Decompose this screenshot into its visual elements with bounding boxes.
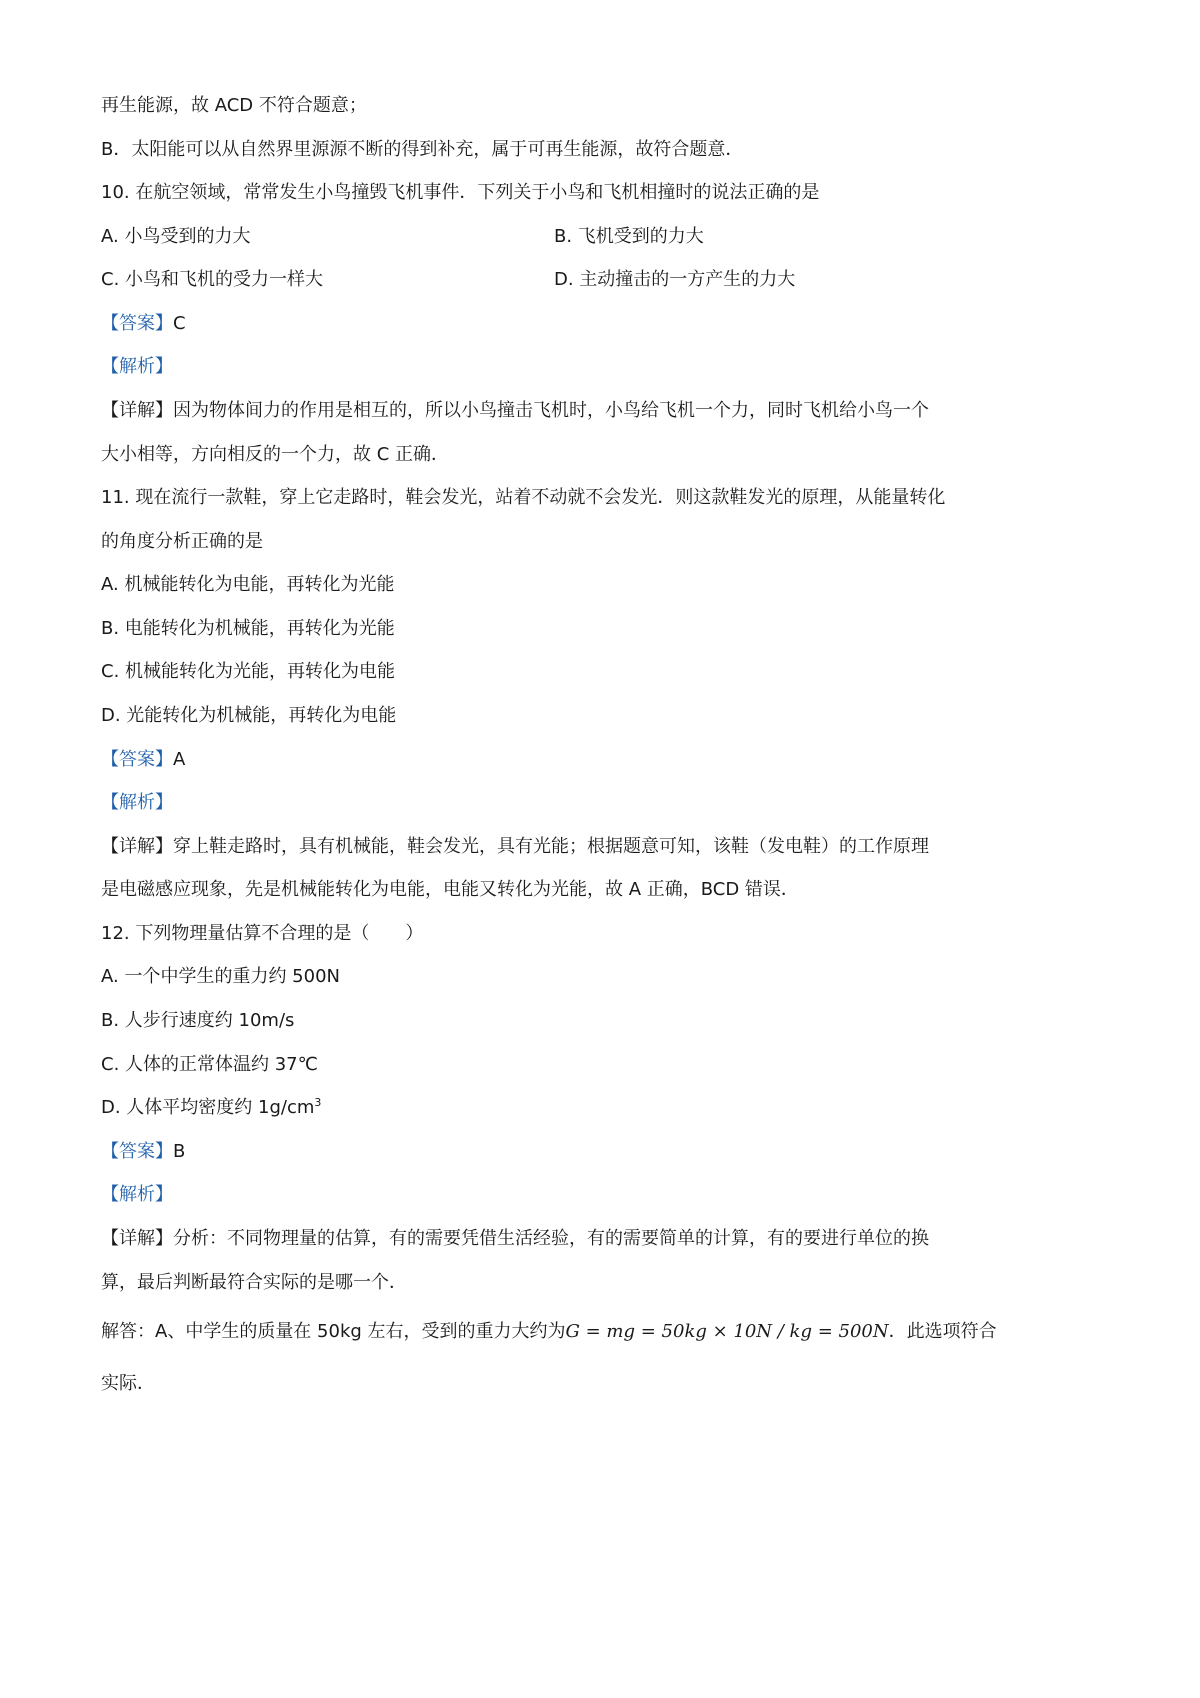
answer-tag: 【答案】 <box>101 313 173 334</box>
q12-option-b: B. 人步行速度约 10m/s <box>101 1010 295 1031</box>
q11-option-a: A. 机械能转化为电能，再转化为光能 <box>101 574 395 595</box>
detail-tag: 【详解】 <box>101 836 173 857</box>
q10-option-a: A. 小鸟受到的力大 <box>101 226 251 247</box>
solution-prefix: 解答：A、中学生的质量在 50kg 左右，受到的重力大约为 <box>101 1321 566 1342</box>
q11-detail-line-1 <box>101 834 929 860</box>
q11-option-c: C. 机械能转化为光能，再转化为电能 <box>101 661 396 682</box>
q12-detail-line-2: 算，最后判断最符合实际的是哪一个． <box>101 1272 407 1293</box>
option-text: D. 人体平均密度约 1g/cm <box>101 1097 315 1118</box>
detail-tag: 【详解】 <box>101 400 173 421</box>
q10-detail-line-1 <box>101 398 929 424</box>
gravity-formula: G = mg = 50kg × 10N / kg = 500N <box>565 1321 889 1342</box>
q10-answer <box>101 311 186 337</box>
q12-stem: 12. 下列物理量估算不合理的是（ ） <box>101 923 424 944</box>
q11-analysis-tag: 【解析】 <box>101 792 173 813</box>
intro-line-2: B．太阳能可以从自然界里源源不断的得到补充，属于可再生能源，故符合题意． <box>101 139 744 160</box>
q12-answer <box>101 1139 185 1165</box>
q11-stem-line-2: 的角度分析正确的是 <box>101 531 263 552</box>
q10-analysis-tag: 【解析】 <box>101 356 173 377</box>
answer-value: B <box>173 1141 186 1162</box>
q11-answer <box>101 747 185 773</box>
q10-option-c: C. 小鸟和飞机的受力一样大 <box>101 269 324 290</box>
superscript-three: 3 <box>314 1096 322 1109</box>
answer-tag: 【答案】 <box>101 749 173 770</box>
detail-text: 分析：不同物理量的估算，有的需要凭借生活经验，有的需要简单的计算，有的要进行单位的换 <box>173 1228 929 1249</box>
q12-option-c: C. 人体的正常体温约 37℃ <box>101 1054 318 1075</box>
detail-text: 穿上鞋走路时，具有机械能，鞋会发光，具有光能；根据题意可知，该鞋（发电鞋）的工作原理 <box>173 836 929 857</box>
answer-value: C <box>173 313 186 334</box>
q10-detail-line-2: 大小相等，方向相反的一个力，故 C 正确． <box>101 444 450 465</box>
q10-stem: 10. 在航空领域，常常发生小鸟撞毁飞机事件．下列关于小鸟和飞机相撞时的说法正确的是 <box>101 182 820 203</box>
detail-tag: 【详解】 <box>101 1228 173 1249</box>
intro-line-1: 再生能源，故 ACD 不符合题意； <box>101 95 367 116</box>
q11-option-b: B. 电能转化为机械能，再转化为光能 <box>101 618 395 639</box>
q11-option-d: D. 光能转化为机械能，再转化为电能 <box>101 705 397 726</box>
q10-option-b: B. 飞机受到的力大 <box>554 226 704 247</box>
q12-solution-line-2: 实际． <box>101 1373 155 1394</box>
q11-stem-line-1: 11. 现在流行一款鞋，穿上它走路时，鞋会发光，站着不动就不会发光．则这款鞋发光的原理，从能量转化 <box>101 487 946 508</box>
q12-detail-line-1 <box>101 1226 929 1252</box>
detail-text: 因为物体间力的作用是相互的，所以小鸟撞击飞机时，小鸟给飞机一个力，同时飞机给小鸟一个 <box>173 400 929 421</box>
answer-tag: 【答案】 <box>101 1141 173 1162</box>
q11-detail-line-2: 是电磁感应现象，先是机械能转化为电能，电能又转化为光能，故 A 正确，BCD 错误． <box>101 879 799 900</box>
answer-value: A <box>173 749 186 770</box>
q12-option-a: A. 一个中学生的重力约 500N <box>101 966 340 987</box>
q12-option-d <box>101 1095 321 1121</box>
q12-analysis-tag: 【解析】 <box>101 1184 173 1205</box>
solution-suffix: ．此选项符合 <box>888 1321 997 1342</box>
q12-solution-line-1 <box>101 1319 997 1345</box>
q10-option-d: D. 主动撞击的一方产生的力大 <box>554 269 796 290</box>
